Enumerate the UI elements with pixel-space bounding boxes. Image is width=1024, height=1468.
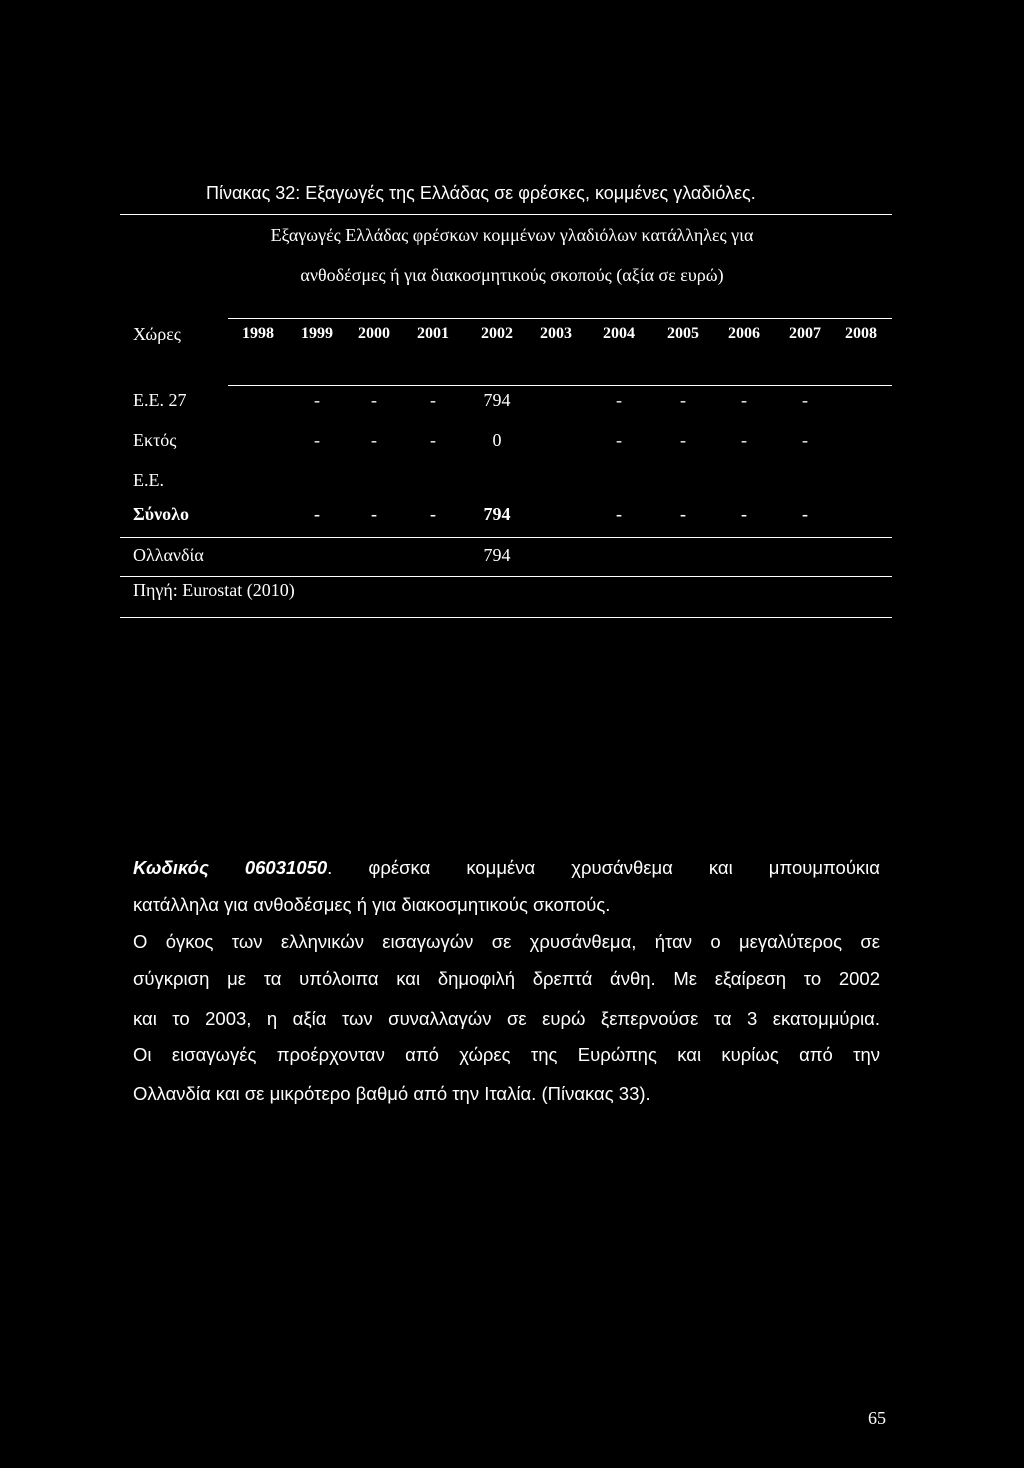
table-bottom-rule	[120, 617, 892, 618]
row-label-non-eu: Εκτός	[133, 430, 177, 450]
year-header-2003: 2003	[540, 325, 572, 342]
header-rule	[228, 385, 892, 386]
table-cell: 0	[492, 430, 502, 450]
years-top-rule	[228, 318, 892, 319]
table-cell: -	[680, 430, 686, 450]
table-cell: -	[802, 390, 808, 410]
paragraph-line-5: και το 2003, η αξία των συναλλαγών σε ευρώ ξεπερνούσε τα 3 εκατομμύρια.	[133, 1008, 880, 1029]
table-cell: -	[741, 504, 747, 524]
row-label-netherlands: Ολλανδία	[133, 545, 204, 565]
paragraph-line-2: κατάλληλα για ανθοδέσμες ή για διακοσμητικούς σκοπούς.	[133, 894, 611, 915]
table-cell: -	[616, 430, 622, 450]
paragraph-line-1	[133, 857, 880, 879]
table-caption: Πίνακας 32: Εξαγωγές της Ελλάδας σε φρέσκες, κομμένες γλαδιόλες.	[206, 183, 756, 203]
row-label-eu27: Ε.Ε. 27	[133, 390, 187, 410]
netherlands-rule	[120, 576, 892, 577]
table-cell: -	[741, 430, 747, 450]
table-source: Πηγή: Eurostat (2010)	[133, 580, 295, 600]
table-cell: -	[314, 504, 320, 524]
table-cell: -	[616, 504, 622, 524]
table-cell: 794	[483, 545, 511, 565]
year-header-1999: 1999	[301, 325, 333, 342]
table-cell: -	[371, 390, 377, 410]
table-cell: -	[802, 430, 808, 450]
table-cell: -	[314, 430, 320, 450]
row-label-non-eu-2: Ε.Ε.	[133, 470, 164, 490]
table-cell: -	[430, 430, 436, 450]
table-subtitle-line-2: ανθοδέσμες ή για διακοσμητικούς σκοπούς (αξία σε ευρώ)	[300, 265, 724, 285]
year-header-2006: 2006	[728, 325, 760, 342]
year-header-2001: 2001	[417, 325, 449, 342]
table-cell: -	[430, 390, 436, 410]
row-label-total: Σύνολο	[133, 504, 189, 524]
caption-rule	[120, 214, 892, 215]
table-cell: -	[802, 504, 808, 524]
table-subtitle-line-1: Εξαγωγές Ελλάδας φρέσκων κομμένων γλαδιόλων κατάλληλες για	[270, 225, 754, 245]
year-header-2008: 2008	[845, 325, 877, 342]
year-header-2007: 2007	[789, 325, 821, 342]
table-cell: -	[680, 504, 686, 524]
total-rule	[120, 537, 892, 538]
product-description: . φρέσκα κομμένα χρυσάνθεμα και μπουμπούκια	[327, 857, 880, 878]
product-code: Κωδικός 06031050	[133, 857, 328, 878]
paragraph-line-7: Ολλανδία και σε μικρότερο βαθμό από την Ιταλία. (Πίνακας 33).	[133, 1083, 651, 1104]
table-cell: 794	[483, 390, 511, 410]
year-header-2002: 2002	[481, 325, 513, 342]
table-cell: -	[741, 390, 747, 410]
paragraph-line-3: Ο όγκος των ελληνικών εισαγωγών σε χρυσάνθεμα, ήταν ο μεγαλύτερος σε	[133, 931, 880, 952]
year-header-1998: 1998	[242, 325, 274, 342]
table-cell: -	[430, 504, 436, 524]
table-cell: -	[371, 430, 377, 450]
country-column-header: Χώρες	[133, 324, 181, 344]
table-cell: -	[616, 390, 622, 410]
page-number: 65	[868, 1408, 886, 1428]
table-cell: -	[371, 504, 377, 524]
year-header-2005: 2005	[667, 325, 699, 342]
table-cell: -	[680, 390, 686, 410]
paragraph-line-6: Οι εισαγωγές προέρχονταν από χώρες της Ευρώπης και κυρίως από την	[133, 1044, 880, 1065]
year-header-2004: 2004	[603, 325, 635, 342]
paragraph-line-4: σύγκριση με τα υπόλοιπα και δημοφιλή δρεπτά άνθη. Με εξαίρεση το 2002	[133, 968, 880, 989]
table-cell: -	[314, 390, 320, 410]
table-cell: 794	[483, 504, 511, 524]
year-header-2000: 2000	[358, 325, 390, 342]
